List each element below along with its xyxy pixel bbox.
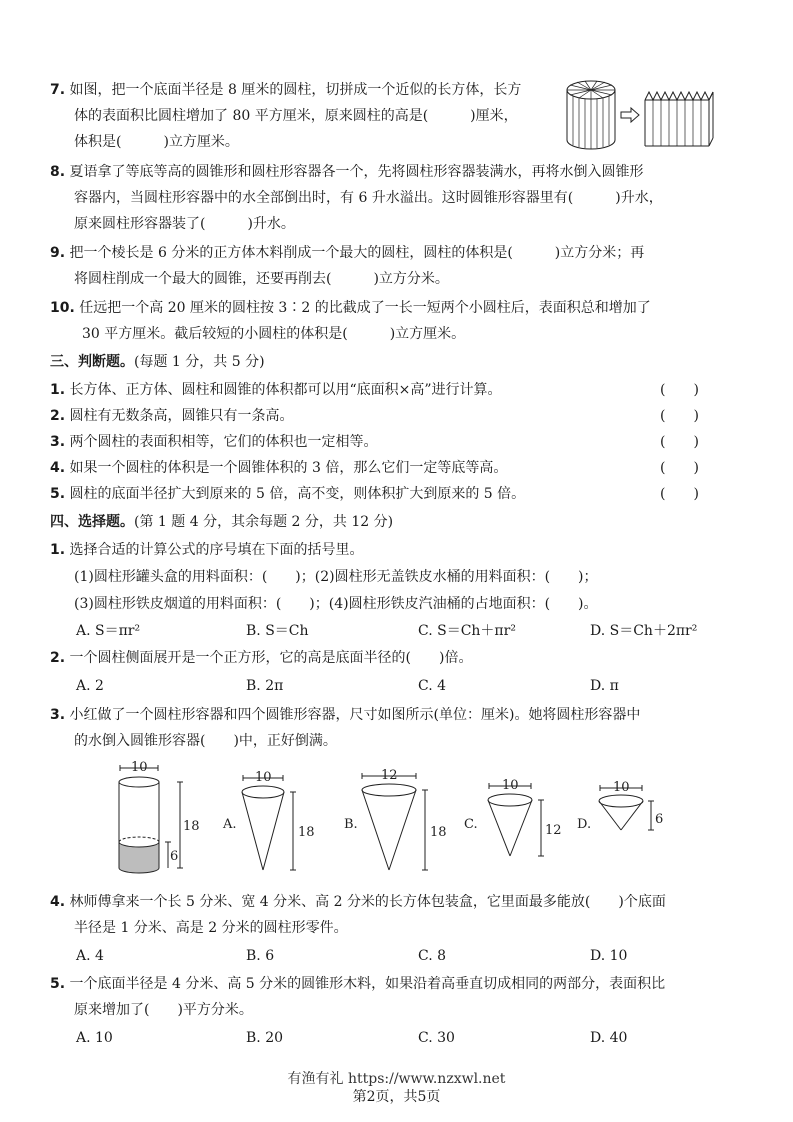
q7-figure (565, 78, 725, 152)
judge-answer-blank[interactable]: ( ) (660, 382, 699, 398)
judge-item (50, 432, 378, 452)
choice3-line1 (50, 705, 640, 725)
choice4-option-d[interactable]: D. 10 (590, 948, 628, 964)
q8-line3: 原来圆柱形容器装了( )升水。 (74, 216, 295, 232)
footer-watermark: 有渔有礼 https://www.nzxwl.net (287, 1071, 506, 1087)
choice4-option-c[interactable]: C. 8 (418, 948, 447, 964)
choice4-number: 4. (50, 894, 66, 910)
judge-text: 圆柱有无数条高，圆锥只有一条高。 (69, 408, 294, 424)
q10-line1 (50, 298, 651, 318)
cone-c-label: C. (464, 817, 478, 832)
cone-d-diameter-label: 10 (613, 780, 630, 795)
section-4-heading (50, 512, 393, 532)
q8-line1 (50, 162, 644, 182)
section-3-note: (每题 1 分，共 5 分) (134, 354, 265, 370)
approx-cuboid-diagram (645, 92, 713, 146)
choice3-figure (100, 758, 720, 880)
choice1-option-c[interactable]: C. S＝Ch＋πr² (418, 623, 516, 639)
judge-number: 1. (50, 382, 66, 398)
choice4-option-a[interactable]: A. 4 (76, 948, 104, 964)
arrow-right-icon (621, 108, 639, 122)
choice2-number: 2. (50, 650, 66, 666)
judge-number: 4. (50, 460, 66, 476)
cone-a-height-label: 18 (298, 825, 315, 840)
judge-item (50, 380, 502, 400)
q7-text-1: 如图，把一个底面半径是 8 厘米的圆柱，切拼成一个近似的长方体，长方 (69, 82, 522, 98)
choice4-option-b[interactable]: B. 6 (246, 948, 275, 964)
choice5-option-d[interactable]: D. 40 (590, 1030, 628, 1046)
choice5-option-c[interactable]: C. 30 (418, 1030, 455, 1046)
choice4-text-1: 林师傅拿来一个长 5 分米、宽 4 分米、高 2 分米的长方体包装盒，它里面最多能放( )个底面 (69, 894, 666, 910)
choice1-text: 选择合适的计算公式的序号填在下面的括号里。 (69, 542, 364, 558)
cone-b-height-label: 18 (430, 825, 447, 840)
water-height-label: 6 (170, 849, 179, 864)
page-number: 第2页，共5页 (352, 1089, 441, 1105)
choice1-option-b[interactable]: B. S＝Ch (246, 623, 309, 639)
choice1-number: 1. (50, 542, 66, 558)
judge-item (50, 458, 507, 478)
cone-a (242, 775, 296, 870)
q7-line1 (50, 80, 521, 100)
judge-number: 5. (50, 486, 66, 502)
cone-a-label: A. (223, 817, 237, 832)
choice3-number: 3. (50, 707, 66, 723)
judge-answer-blank[interactable]: ( ) (660, 460, 699, 476)
judge-answer-blank[interactable]: ( ) (660, 486, 699, 502)
cone-d-label: D. (577, 817, 592, 832)
choice3-line2: 的水倒入圆锥形容器( )中，正好倒满。 (74, 733, 337, 749)
q9-line1 (50, 243, 644, 263)
q8-text-1: 夏语拿了等底等高的圆锥形和圆柱形容器各一个，先将圆柱形容器装满水，再将水倒入圆锥形 (69, 164, 644, 180)
q8-number: 8. (50, 164, 66, 180)
cone-b-diameter-label: 12 (381, 768, 398, 783)
choice1-sub-2: (3)圆柱形铁皮烟道的用料面积：( )；(4)圆柱形铁皮汽油桶的占地面积：( )。 (74, 596, 598, 612)
judge-number: 2. (50, 408, 66, 424)
judge-number: 3. (50, 434, 66, 450)
judge-text: 长方体、正方体、圆柱和圆锥的体积都可以用“底面积×高”进行计算。 (69, 382, 502, 398)
sliced-cylinder-diagram (567, 81, 615, 149)
choice2-option-b[interactable]: B. 2π (246, 678, 284, 694)
cone-b-label: B. (344, 817, 358, 832)
cone-c (488, 783, 544, 856)
choice5-option-b[interactable]: B. 20 (246, 1030, 284, 1046)
q7-number: 7. (50, 82, 66, 98)
q9-number: 9. (50, 245, 66, 261)
choice1-option-d[interactable]: D. S＝Ch＋2πr² (590, 623, 698, 639)
section-3-heading (50, 352, 265, 372)
cone-d-height-label: 6 (655, 812, 664, 827)
judge-answer-blank[interactable]: ( ) (660, 408, 699, 424)
section-3-title: 三、判断题。 (50, 354, 134, 370)
cone-c-diameter-label: 10 (502, 778, 519, 793)
cylinder-diameter-label: 10 (131, 760, 148, 775)
cone-b (362, 773, 428, 870)
judge-text: 两个圆柱的表面积相等，它们的体积也一定相等。 (69, 434, 378, 450)
q10-number: 10. (50, 300, 75, 316)
q9-line2: 将圆柱削成一个最大的圆锥，还要再削去( )立方分米。 (74, 271, 449, 287)
section-4-note: (第 1 题 4 分，其余每题 2 分，共 12 分) (134, 514, 394, 530)
judge-item (50, 406, 294, 426)
cone-c-height-label: 12 (545, 823, 562, 838)
choice4-line1 (50, 892, 666, 912)
choice1-option-a[interactable]: A. S＝πr² (76, 623, 141, 639)
choice2-option-a[interactable]: A. 2 (76, 678, 104, 694)
q7-line3: 体积是( )立方厘米。 (74, 134, 239, 150)
choice4-line2: 半径是 1 分米、高是 2 分米的圆柱形零件。 (74, 920, 348, 936)
q8-line2: 容器内，当圆柱形容器中的水全部倒出时，有 6 升水溢出。这时圆锥形容器里有( )升水， (74, 190, 663, 206)
choice5-line2: 原来增加了( )平方分米。 (74, 1002, 253, 1018)
q10-text-1: 任远把一个高 20 厘米的圆柱按 3∶2 的比截成了一长一短两个小圆柱后，表面积总和增加了 (79, 300, 651, 316)
q7-line2: 体的表面积比圆柱增加了 80 平方厘米，原来圆柱的高是( )厘米， (74, 108, 518, 124)
section-4-title: 四、选择题。 (50, 514, 134, 530)
cone-a-diameter-label: 10 (255, 770, 272, 785)
judge-item (50, 484, 525, 504)
choice2-option-c[interactable]: C. 4 (418, 678, 447, 694)
choice2-text: 一个圆柱侧面展开是一个正方形，它的高是底面半径的( )倍。 (69, 650, 473, 666)
choice2-option-d[interactable]: D. π (590, 678, 619, 694)
choice5-option-a[interactable]: A. 10 (76, 1030, 113, 1046)
judge-answer-blank[interactable]: ( ) (660, 434, 699, 450)
choice5-line1 (50, 974, 665, 994)
q9-text-1: 把一个棱长是 6 分米的正方体木料削成一个最大的圆柱，圆柱的体积是( )立方分米；再 (69, 245, 645, 261)
q10-line2: 30 平方厘米。截后较短的小圆柱的体积是( )立方厘米。 (82, 326, 466, 342)
choice3-text-1: 小红做了一个圆柱形容器和四个圆锥形容器，尺寸如图所示(单位：厘米)。她将圆柱形容器中 (69, 707, 641, 723)
choice1-sub-1: (1)圆柱形罐头盒的用料面积：( )；(2)圆柱形无盖铁皮水桶的用料面积：( )； (74, 569, 598, 585)
cylinder-height-label: 18 (183, 819, 200, 834)
choice2-stem (50, 648, 472, 668)
choice5-text-1: 一个底面半径是 4 分米、高 5 分米的圆锥形木料，如果沿着高垂直切成相同的两部分，表面积比 (69, 976, 666, 992)
judge-text: 圆柱的底面半径扩大到原来的 5 倍，高不变，则体积扩大到原来的 5 倍。 (69, 486, 526, 502)
choice1-stem (50, 540, 364, 560)
choice5-number: 5. (50, 976, 66, 992)
judge-text: 如果一个圆柱的体积是一个圆锥体积的 3 倍，那么它们一定等底等高。 (69, 460, 508, 476)
